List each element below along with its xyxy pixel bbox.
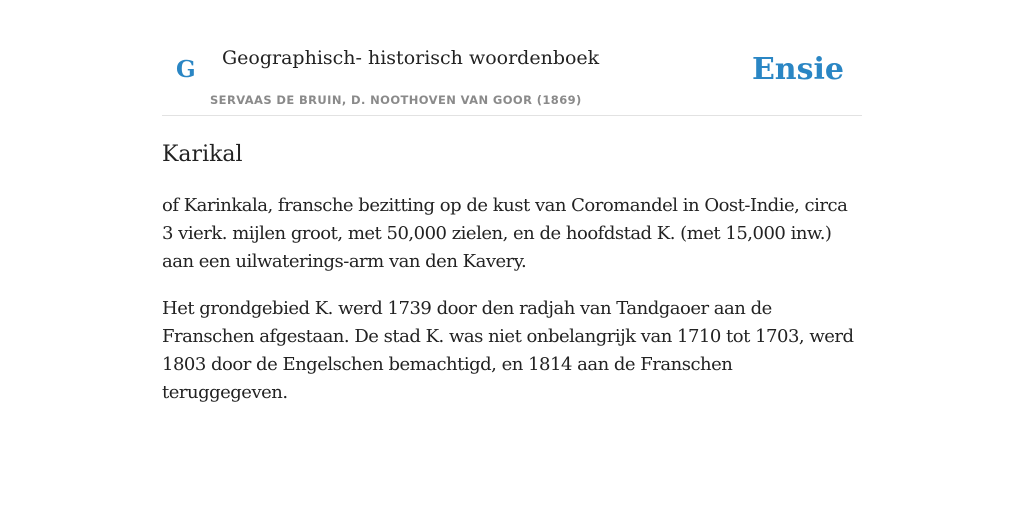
dictionary-header xyxy=(162,40,862,116)
entry-paragraph: of Karinkala, fransche bezitting op de kust van Coromandel in Oost-Indie, circa 3 vierk. mijlen groot, met 50,000 zielen, en de hoofdstad K. (met 15,000 inw.) aan een uilwaterings-arm van den Kavery. xyxy=(162,195,848,272)
entry-title: Karikal xyxy=(162,142,243,167)
ensie-logo[interactable]: Ensie xyxy=(751,52,844,87)
entry-paragraph: Het grondgebied K. werd 1739 door den radjah van Tandgaoer aan de Franschen afgestaan. De stad K. was niet onbelangrijk van 1710 tot 1703, werd 1803 door de Engelschen bemachtigd, en 1814 aan de Franschen teruggegeven. xyxy=(162,298,854,403)
book-authors: SERVAAS DE BRUIN, D. NOOTHOVEN VAN GOOR (1869) xyxy=(210,93,582,107)
entry-body xyxy=(162,192,862,426)
book-title[interactable]: Geographisch- historisch woordenboek xyxy=(222,47,600,69)
book-letter-icon[interactable]: G xyxy=(176,56,196,83)
